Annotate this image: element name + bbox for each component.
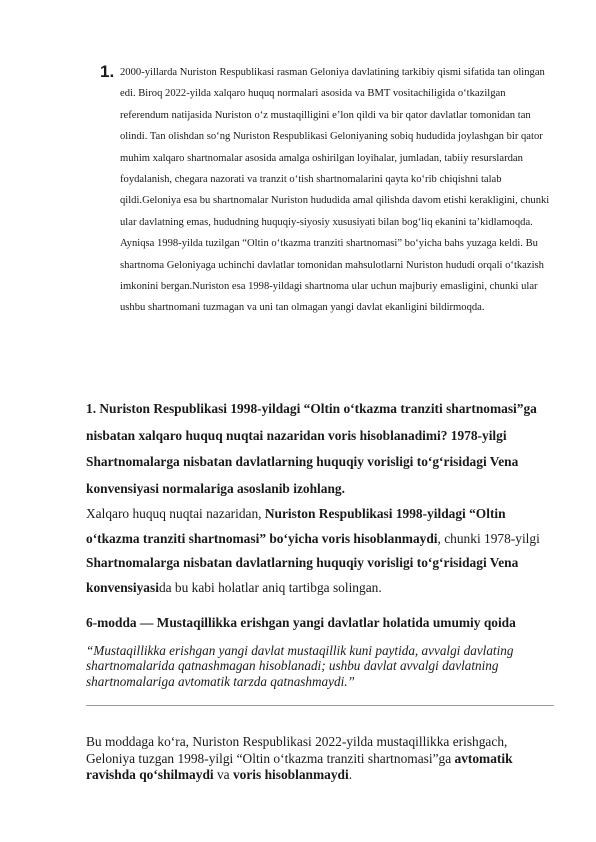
conclusion-text-2: va — [213, 767, 233, 783]
case-text: 2000-yillarda Nuriston Respublikasi rasman Geloniya davlatining tarkibiy qismi sifatida tan olingan edi. Biroq 2022-yilda xalqaro huquq normalari asosida va BMT vositachiligida o‘tkazilgan referendum natijasida Nuriston o‘z mustaqilligini e’lon qildi va bir qator davlatlar tomonidan tan olindi. Tan olishdan so‘ng Nuriston Respublikasi Geloniyaning sobiq hududida joylashgan bir qator muhim xalqaro shartnomalar asosida amalga oshirilgan loyihalar, jumladan, tabiiy resurslardan foydalanish, chegara nazorati va tranzit o‘tish shartnomalarini qayta ko‘rib chiqishni talab qildi.Geloniya esa bu shartnomalar Nuriston hududida amal qilishda davom etishi kerakligini, chunki ular davlatning emas, hududning huquqiy-siyosiy xususiyati bilan bog‘liq ekanini ta’kidlamoqda. Ayniqsa 1998-yilda tuzilgan “Oltin o‘tkazma tranziti shartnomasi” bo‘yicha bahs yuzaga keldi. Bu shartnoma Geloniyaga uchinchi davlatlar tomonidan mahsulotlarni Nuriston hududi orqali o‘tkazish imkonini bergan.Nuriston esa 1998-yildagi shartnoma ular uchun majburiy emasligini, chunki ular ushbu shartnomani tuzmagan va uni tan olmagan yangi davlat ekanligini bildirmoqda. — [120, 67, 550, 314]
conclusion-bold-1: avtomatik ravishda qo‘shilmaydi — [86, 750, 513, 783]
conclusion-bold-2: voris hisoblanmaydi — [232, 767, 349, 783]
case-number: 1. — [100, 62, 115, 81]
conclusion-paragraph — [86, 734, 556, 784]
answer-bold-2: Shartnomalarga nisbatan davlatlarning huquqiy vorisligi to‘g‘risidagi Vena konvensiyasi — [86, 555, 519, 595]
answer-paragraph — [86, 502, 556, 600]
question-heading: 1. Nuriston Respublikasi 1998-yildagi “Oltin o‘tkazma tranziti shartnomasi”ga nisbatan xalqaro huquq nuqtai nazaridan voris hisoblanadimi? 1978-yilgi Shartnomalarga nisbatan davlatlarning huquqiy vorisligi to‘g‘risidagi Vena konvensiyasi normalariga asoslanib izohlang. — [86, 401, 537, 496]
divider-line — [86, 705, 554, 706]
conclusion-text-3: . — [348, 767, 353, 783]
answer-bold-1: Nuriston Respublikasi 1998-yildagi “Oltin o‘tkazma tranziti shartnomasi” bo‘yicha voris hisoblanmaydi — [86, 506, 506, 546]
conclusion-text-1: Bu moddaga ko‘ra, Nuriston Respublikasi 2022-yilda mustaqillikka erishgach, Geloniya tuzgan 1998-yilgi “Oltin o‘tkazma tranziti shartnomasi”ga — [86, 734, 508, 766]
answer-text-3: da bu kabi holatlar aniq tartibga solingan. — [158, 579, 382, 595]
answer-text-1: Xalqaro huquq nuqtai nazaridan, — [86, 506, 265, 521]
article-heading: 6-modda — Mustaqillikka erishgan yangi davlatlar holatida umumiy qoida — [86, 615, 516, 630]
case-paragraph — [100, 62, 552, 319]
answer-text-2: , chunki 1978-yilgi — [437, 530, 540, 546]
article-quote: “Mustaqillikka erishgan yangi davlat mustaqillik kuni paytida, avvalgi davlating shartnomalarida qatnashmagan hisoblanadi; ushbu davlat avvalgi davlatning shartnomalariga avtomatik tarzda qatnashmaydi.” — [86, 643, 514, 689]
